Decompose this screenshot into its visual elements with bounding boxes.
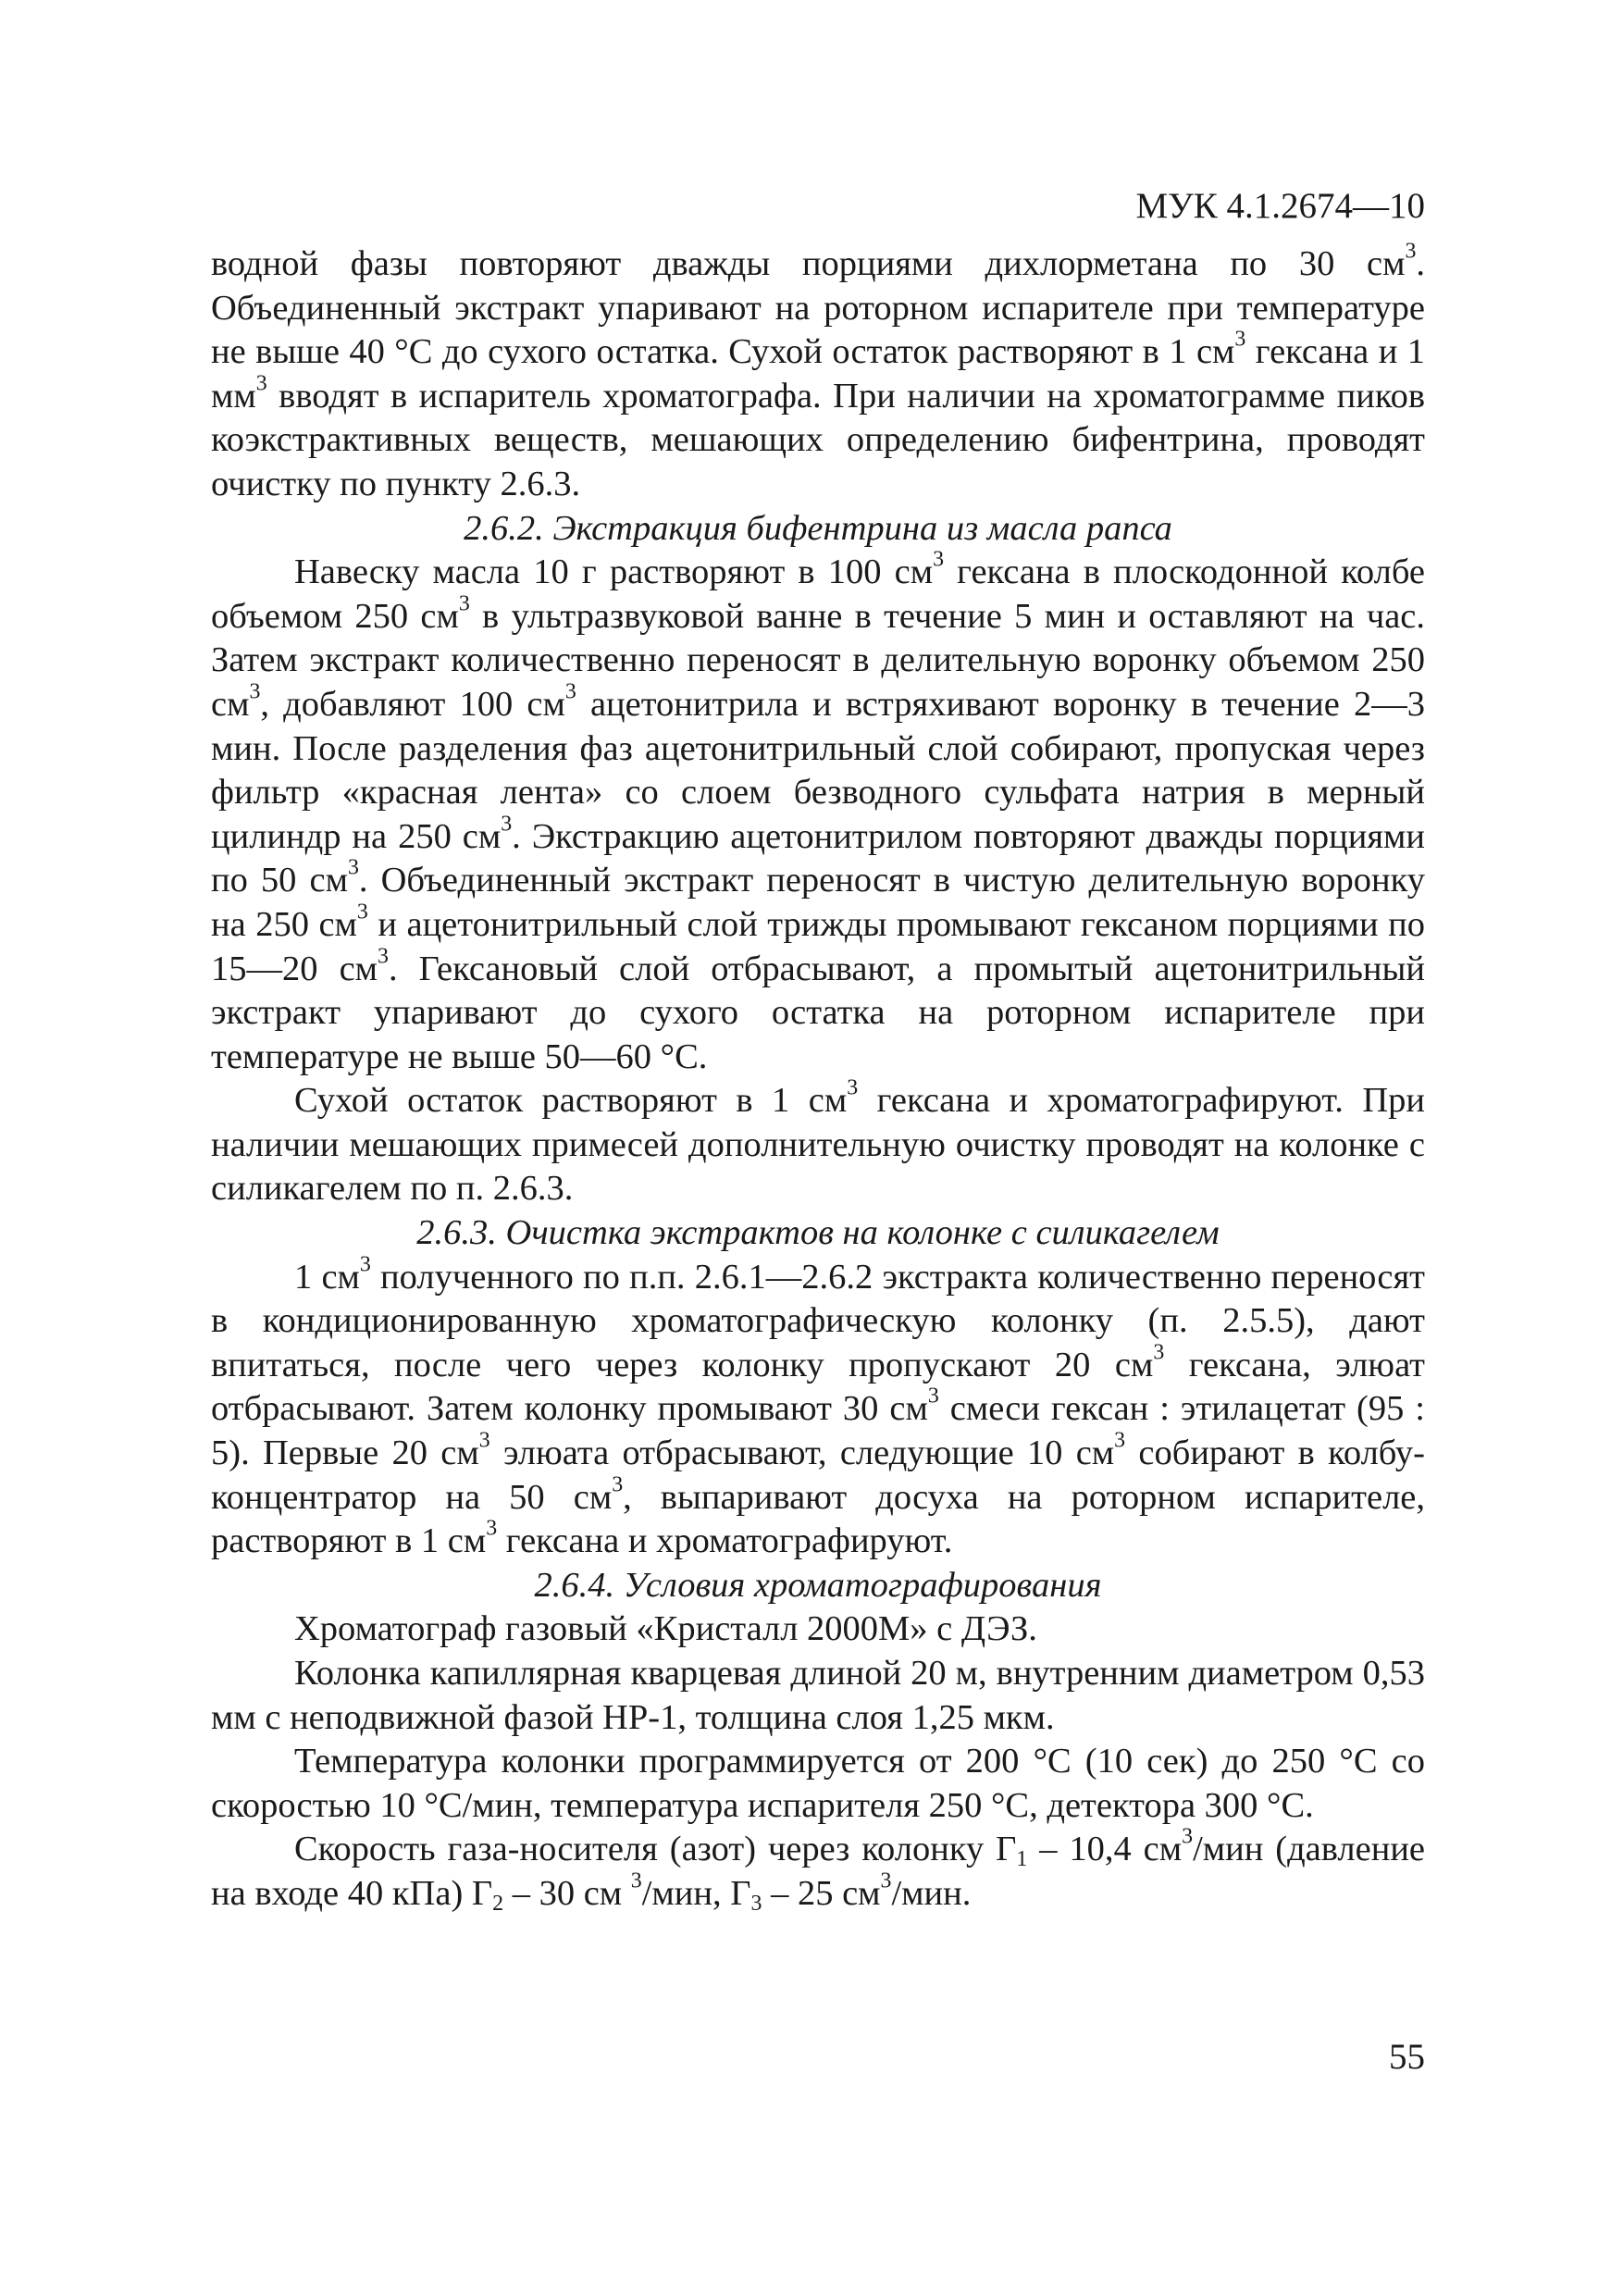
superscript: 3	[564, 679, 576, 704]
text-run: гексана и хроматографируют. При наличии мешающих примесей дополнительную очистку проводят на колонке с силикагелем по п. 2.6.3.	[211, 1081, 1425, 1209]
text-run: – 25 см	[762, 1873, 881, 1913]
text-run: /мин (давление на входе 40 кПа) Г	[211, 1830, 1426, 1913]
section-heading-264: 2.6.4. Условия хроматографирования	[534, 1565, 1102, 1605]
superscript: 3	[255, 371, 267, 396]
paragraph-264-chromatograph: Хроматограф газовый «Кристалл 2000М» с ДЭЗ.	[294, 1609, 1037, 1649]
text-run: собирают в колбу-концентратор на 50 см	[211, 1433, 1425, 1517]
text-run: – 30 см	[503, 1873, 631, 1913]
text-run: ацетонитрила и встряхивают воронку в течение 2—3 мин. После разделения фаз ацетонитрильный слой собирают, пропуская через фильтр «красная лента» со слоем безводного сульфата натрия в мерный цилиндр на 250 см	[211, 684, 1425, 856]
text-run: . Гексановый слой отбрасывают, а промытый ацетонитрильный экстракт упаривают до сухого остатка на роторном испарителе при температуре не выше 50—60 °С.	[211, 949, 1426, 1076]
text-run: Скорость газа-носителя (азот) через колонку Г	[294, 1830, 1017, 1869]
text-run: смеси гексан : этилацетат (95 : 5). Первые 20 см	[211, 1389, 1425, 1473]
superscript: 3	[458, 591, 470, 616]
document-code-header: МУК 4.1.2674—10	[1135, 186, 1425, 226]
superscript: 3	[347, 855, 359, 880]
text-run: Сухой остаток растворяют в 1 см	[294, 1081, 848, 1121]
text-run: элюата отбрасывают, следующие 10 см	[489, 1433, 1115, 1473]
superscript: 3	[933, 547, 945, 572]
text-run: /мин.	[891, 1873, 972, 1913]
paragraph-262-residue	[211, 1075, 1425, 1211]
superscript: 3	[378, 943, 389, 968]
text-run: . Экстракцию ацетонитрилом повторяют дважды порциями по 50 см	[211, 816, 1426, 900]
section-heading-262: 2.6.2. Экстракция бифентрина из масла рапса	[464, 508, 1172, 548]
subscript: 1	[1016, 1847, 1028, 1872]
superscript: 3	[1182, 1824, 1194, 1849]
document-page	[211, 185, 1425, 2175]
section-heading-263: 2.6.3. Очистка экстрактов на колонке с силикагелем	[416, 1213, 1220, 1253]
text-run: гексана, элюат отбрасывают. Затем колонку промывают 30 см	[211, 1345, 1425, 1429]
text-run: полученного по п.п. 2.6.1—2.6.2 экстракта количественно переносят в кондиционированную хроматографическую колонку (п. 2.5.5), дают впитаться, после чего через колонку пропускают 20 см	[211, 1257, 1425, 1384]
text-run: в ультразвуковой ванне в течение 5 мин и оставляют на час. Затем экстракт количественно переносят в делительную воронку объемом 250 см	[211, 596, 1426, 724]
superscript: 3	[880, 1868, 892, 1893]
superscript: 3	[1234, 327, 1246, 352]
text-run: вводят в испаритель хроматографа. При наличии на хроматограмме пиков коэкстрактивных веществ, мешающих определению бифентрина, проводят очистку по пункту 2.6.3.	[211, 376, 1425, 503]
superscript: 3	[359, 1252, 371, 1277]
superscript: 3	[630, 1868, 642, 1893]
text-run: и ацетонитрильный слой трижды промывают гексаном порциями по 15—20 см	[211, 904, 1425, 988]
superscript: 3	[1153, 1340, 1165, 1365]
paragraph-264-gas-flow	[211, 1824, 1426, 1916]
text-run: . Объединенный экстракт переносят в чистую делительную воронку на 250 см	[211, 861, 1425, 944]
text-run: , добавляют 100 см	[260, 684, 565, 724]
superscript: 3	[501, 812, 513, 837]
text-run: гексана и 1 мм	[211, 332, 1426, 416]
superscript: 3	[356, 900, 368, 925]
text-run: Навеску масла 10 г растворяют в 100 см	[294, 552, 934, 592]
paragraph-261-continuation	[211, 239, 1426, 507]
superscript: 3	[927, 1384, 939, 1409]
superscript: 3	[478, 1428, 490, 1453]
text-run: гексана в плоскодонной колбе объемом 250 см	[211, 552, 1425, 636]
text-run: 1 см	[294, 1257, 360, 1297]
superscript: 3	[847, 1075, 859, 1100]
text-run: водной фазы повторяют дважды порциями дихлорметана по 30 см	[211, 244, 1406, 283]
subscript: 3	[750, 1891, 762, 1916]
superscript: 3	[249, 679, 261, 704]
superscript: 3	[1405, 239, 1417, 264]
superscript: 3	[486, 1516, 498, 1541]
text-run: /мин, Г	[641, 1873, 751, 1913]
subscript: 2	[492, 1891, 504, 1916]
text-run: . Объединенный экстракт упаривают на роторном испарителе при температуре не выше 40 °С до сухого остатка. Сухой остаток растворяют в 1 см	[211, 244, 1425, 372]
superscript: 3	[612, 1472, 624, 1497]
paragraph-264-temperature: Температура колонки программируется от 200 °С (10 сек) до 250 °С со скоростью 10 °С/мин, температура испарителя 250 °С, детектора 300 °С.	[211, 1742, 1425, 1825]
superscript: 3	[1114, 1428, 1126, 1453]
text-run: – 10,4 см	[1027, 1830, 1183, 1869]
paragraph-262-extraction	[211, 547, 1426, 1079]
text-run: гексана и хроматографируют.	[497, 1521, 953, 1561]
paragraph-263-cleanup	[211, 1252, 1426, 1564]
page-number: 55	[1389, 2037, 1425, 2077]
paragraph-264-column: Колонка капиллярная кварцевая длиной 20 м, внутренним диаметром 0,53 мм с неподвижной фазой НР-1, толщина слоя 1,25 мкм.	[211, 1654, 1425, 1737]
text-run: , выпаривают досуха на роторном испарителе, растворяют в 1 см	[211, 1477, 1426, 1561]
